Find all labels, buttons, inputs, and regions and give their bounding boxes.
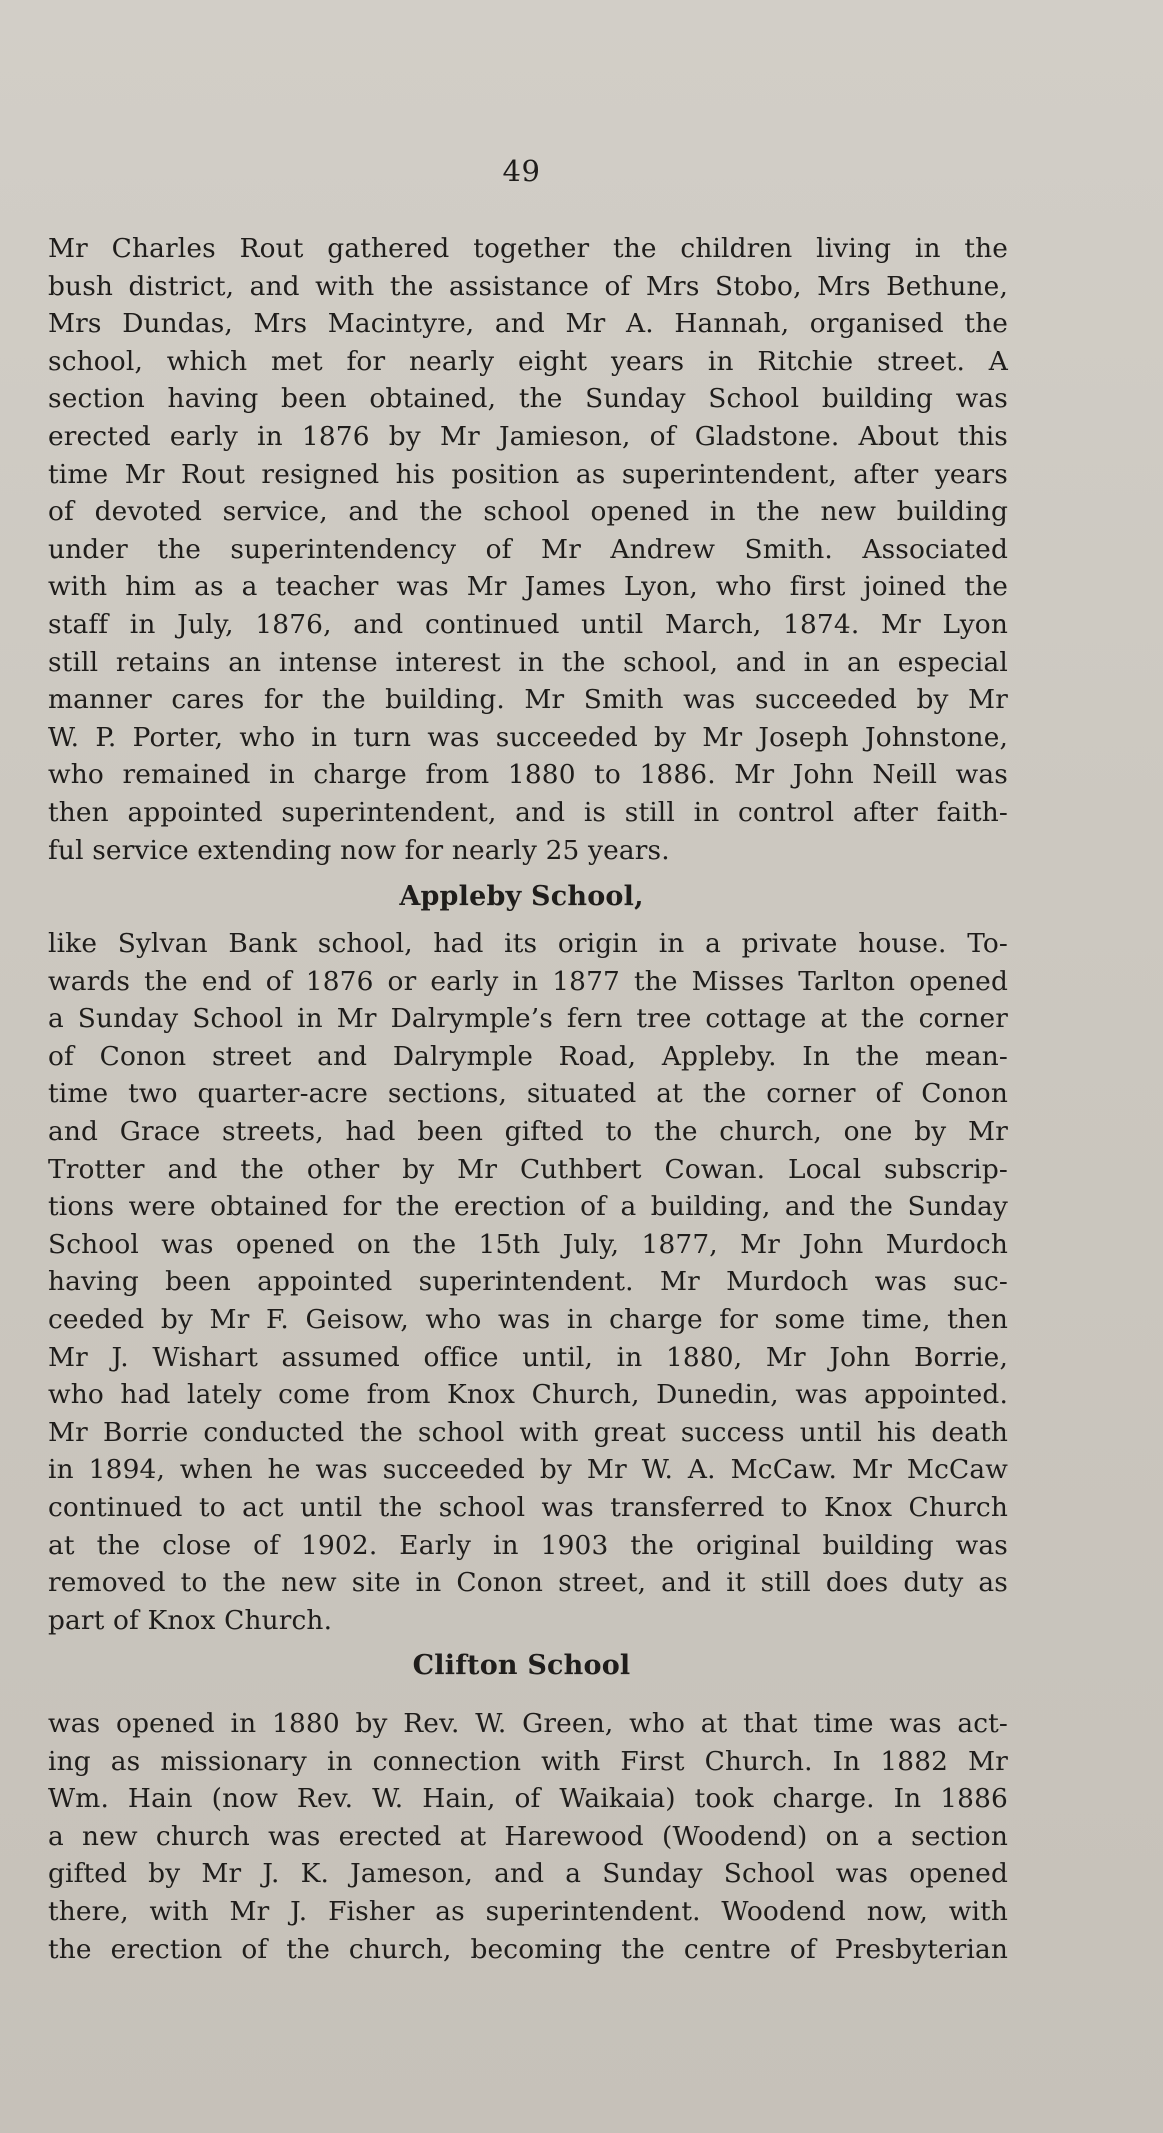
text-line: gifted by Mr J. K. Jameson, and a Sunday School was opened bbox=[48, 1858, 1008, 1890]
text-line: Trotter and the other by Mr Cuthbert Cowan. Local subscrip- bbox=[48, 1153, 1008, 1185]
text-line: Mrs Dundas, Mrs Macintyre, and Mr A. Hannah, organised the bbox=[48, 308, 1008, 340]
text-line: under the superintendency of Mr Andrew Smith. Associated bbox=[48, 533, 1008, 565]
clifton-school-paragraph bbox=[48, 1705, 1008, 1968]
text-line: like Sylvan Bank school, had its origin in a private house. To- bbox=[48, 928, 1008, 959]
text-line: time two quarter-acre sections, situated at the corner of Conon bbox=[48, 1078, 1008, 1110]
text-line: Mr J. Wishart assumed office until, in 1880, Mr John Borrie, bbox=[48, 1341, 1008, 1373]
text-line: bush district, and with the assistance of Mrs Stobo, Mrs Bethune, bbox=[48, 270, 1008, 302]
text-line: section having been obtained, the Sunday School building was bbox=[48, 383, 1008, 415]
text-line: school, which met for nearly eight years in Ritchie street. A bbox=[48, 345, 1008, 377]
text-line: a new church was erected at Harewood (Woodend) on a section bbox=[48, 1820, 1008, 1852]
text-line: staff in July, 1876, and continued until March, 1874. Mr Lyon bbox=[48, 608, 1008, 640]
text-line: manner cares for the building. Mr Smith was succeeded by Mr bbox=[48, 684, 1008, 716]
text-line: ful service extending now for nearly 25 years. bbox=[48, 834, 670, 866]
text-line: Mr Charles Rout gathered together the children living in the bbox=[48, 233, 1008, 264]
text-line: the erection of the church, becoming the centre of Presbyterian bbox=[48, 1933, 1008, 1965]
text-line: of devoted service, and the school opened in the new building bbox=[48, 496, 1008, 528]
text-line: ceeded by Mr F. Geisow, who was in charge for some time, then bbox=[48, 1303, 1008, 1335]
text-line: ing as missionary in connection with First Church. In 1882 Mr bbox=[48, 1745, 1008, 1777]
text-line: continued to act until the school was transferred to Knox Church bbox=[48, 1491, 1008, 1523]
text-line: who remained in charge from 1880 to 1886. Mr John Neill was bbox=[48, 759, 1008, 791]
text-line: of Conon street and Dalrymple Road, Appleby. In the mean- bbox=[48, 1040, 1008, 1072]
text-line: with him as a teacher was Mr James Lyon, who first joined the bbox=[48, 571, 1008, 603]
text-line: there, with Mr J. Fisher as superintendent. Woodend now, with bbox=[48, 1895, 1008, 1927]
page-number: 49 bbox=[502, 154, 541, 188]
text-line: who had lately come from Knox Church, Dunedin, was appointed. bbox=[48, 1379, 1008, 1411]
text-line: School was opened on the 15th July, 1877, Mr John Murdoch bbox=[48, 1228, 1008, 1260]
text-line: time Mr Rout resigned his position as superintendent, after years bbox=[48, 458, 1008, 490]
text-line: W. P. Porter, who in turn was succeeded by Mr Joseph Johnstone, bbox=[48, 721, 1008, 753]
text-line: wards the end of 1876 or early in 1877 the Misses Tarlton opened bbox=[48, 965, 1008, 997]
text-line: then appointed superintendent, and is still in control after faith- bbox=[48, 796, 1008, 828]
text-line: and Grace streets, had been gifted to the church, one by Mr bbox=[48, 1115, 1008, 1147]
text-line: in 1894, when he was succeeded by Mr W. A. McCaw. Mr McCaw bbox=[48, 1454, 1008, 1486]
text-line: having been appointed superintendent. Mr Murdoch was suc- bbox=[48, 1266, 1008, 1298]
text-line: was opened in 1880 by Rev. W. Green, who at that time was act- bbox=[48, 1708, 1008, 1739]
appleby-school-heading: Appleby School, bbox=[399, 881, 644, 912]
intro-paragraph bbox=[48, 230, 1008, 869]
text-line: still retains an intense interest in the school, and in an especial bbox=[48, 646, 1008, 678]
text-line: Wm. Hain (now Rev. W. Hain, of Waikaia) took charge. In 1886 bbox=[48, 1783, 1008, 1815]
clifton-school-heading: Clifton School bbox=[412, 1650, 631, 1681]
text-line: Mr Borrie conducted the school with great success until his death bbox=[48, 1416, 1008, 1448]
text-line: part of Knox Church. bbox=[48, 1604, 333, 1636]
appleby-school-paragraph bbox=[48, 925, 1008, 1639]
text-line: a Sunday School in Mr Dalrymple’s fern tree cottage at the corner bbox=[48, 1003, 1008, 1035]
text-line: erected early in 1876 by Mr Jamieson, of Gladstone. About this bbox=[48, 420, 1008, 452]
text-line: removed to the new site in Conon street, and it still does duty as bbox=[48, 1567, 1008, 1599]
text-line: at the close of 1902. Early in 1903 the original building was bbox=[48, 1529, 1008, 1561]
text-line: tions were obtained for the erection of a building, and the Sunday bbox=[48, 1191, 1008, 1223]
